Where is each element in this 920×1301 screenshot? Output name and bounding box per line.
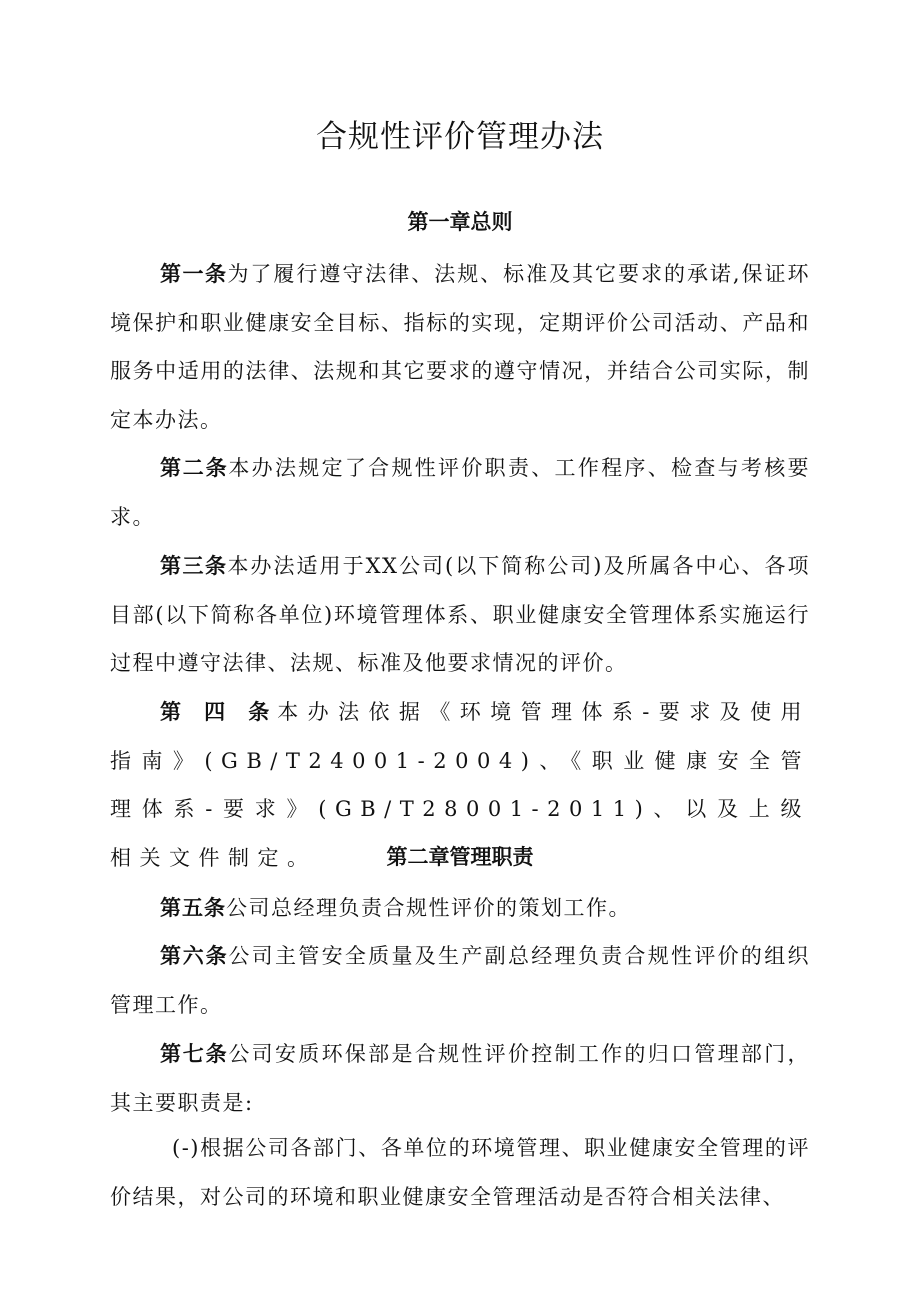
article-6	[110, 932, 810, 1029]
list-item	[110, 1124, 810, 1221]
article-2	[110, 444, 810, 541]
article-label: 第六条	[160, 944, 229, 968]
article-label: 第五条	[160, 896, 226, 920]
article-text: 本办法适用于XX公司(以下简称公司)及所属各中心、各项目部(以下简称各单位)环境管理体系、职业健康安全管理体系实施运行过程中遵守法律、法规、标准及他要求情况的评价。	[110, 554, 810, 675]
chapter-heading-1: 第一章总则	[407, 210, 513, 234]
article-text: 公司主管安全质量及生产副总经理负责合规性评价的组织管理工作。	[110, 944, 810, 1017]
article-text: 为了履行遵守法律、法规、标准及其它要求的承诺,保证环境保护和职业健康安全目标、指标的实现，定期评价公司活动、产品和服务中适用的法律、法规和其它要求的遵守情况，并结合公司实际，制定本办法。	[110, 262, 810, 432]
article-1	[110, 250, 810, 444]
article-5	[110, 884, 810, 933]
article-label: 第七条	[160, 1042, 229, 1066]
article-label: 第二条	[160, 456, 229, 480]
article-3	[110, 542, 810, 688]
document-title: 合规性评价管理办法	[316, 119, 604, 155]
article-text: 本办法规定了合规性评价职责、工作程序、检查与考核要求。	[110, 456, 810, 529]
article-text: 本办法依据《环境管理体系-要求及使用指南》(GB/T24001-2004)、《职业健康安全管理体系-要求》(GB/T28001-2011)、以及上级相关文件制定。	[110, 700, 810, 870]
article-label: 第 四 条	[160, 700, 278, 724]
article-7	[110, 1030, 810, 1127]
article-label: 第一条	[160, 262, 228, 286]
list-item-text: (-)根据公司各部门、各单位的环境管理、职业健康安全管理的评价结果，对公司的环境和职业健康安全管理活动是否符合相关法律、	[110, 1136, 810, 1209]
article-text: 公司总经理负责合规性评价的策划工作。	[226, 896, 631, 920]
chapter-heading-2: 第二章管理职责	[386, 845, 534, 869]
article-text: 公司安质环保部是合规性评价控制工作的归口管理部门，其主要职责是:	[110, 1042, 810, 1115]
article-label: 第三条	[160, 554, 228, 578]
